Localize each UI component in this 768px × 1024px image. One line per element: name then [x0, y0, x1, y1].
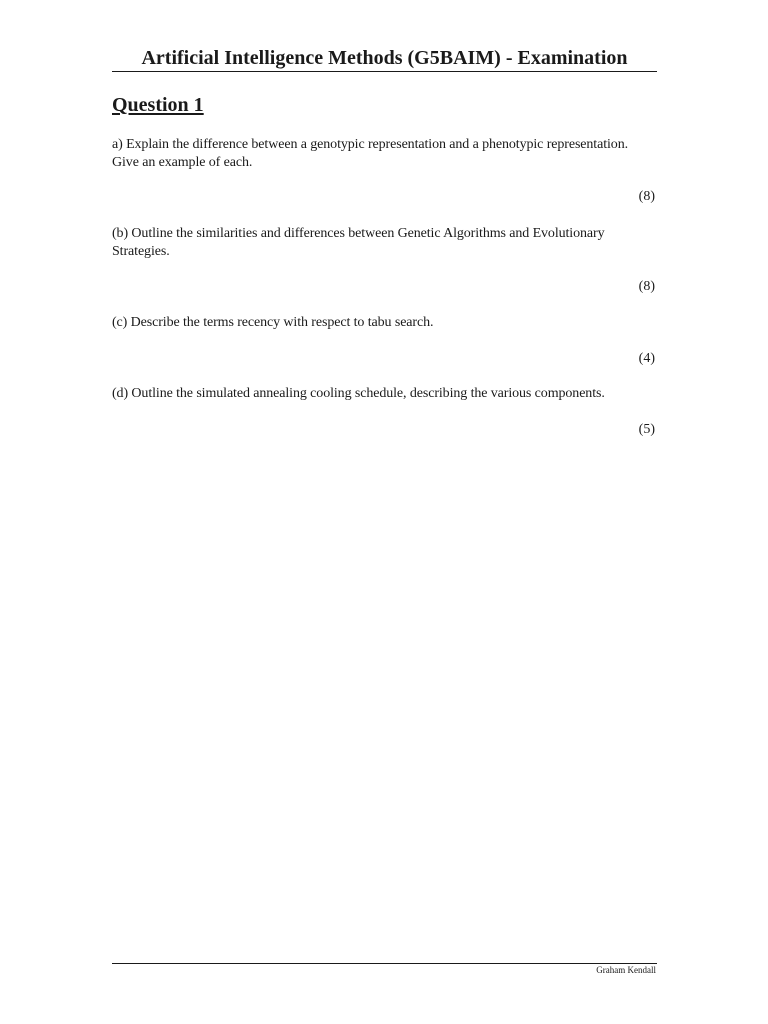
header-divider	[112, 71, 657, 72]
marks-part-c: (4)	[638, 351, 655, 366]
marks-part-a: (8)	[638, 189, 655, 204]
footer-divider	[112, 963, 657, 964]
question-part-d: (d) Outline the simulated annealing cooling schedule, describing the various components.	[112, 386, 605, 401]
question-heading: Question 1	[112, 94, 204, 116]
question-part-b: (b) Outline the similarities and differences between Genetic Algorithms and Evolutionary Strategies.	[112, 226, 605, 259]
marks-part-d: (5)	[638, 422, 655, 437]
question-part-c: (c) Describe the terms recency with respect to tabu search.	[112, 315, 434, 330]
footer-author: Graham Kendall	[596, 965, 656, 975]
question-part-a: a) Explain the difference between a genotypic representation and a phenotypic representation. Give an example of each.	[112, 137, 628, 170]
marks-part-b: (8)	[638, 279, 655, 294]
exam-title: Artificial Intelligence Methods (G5BAIM) - Examination	[141, 47, 628, 69]
